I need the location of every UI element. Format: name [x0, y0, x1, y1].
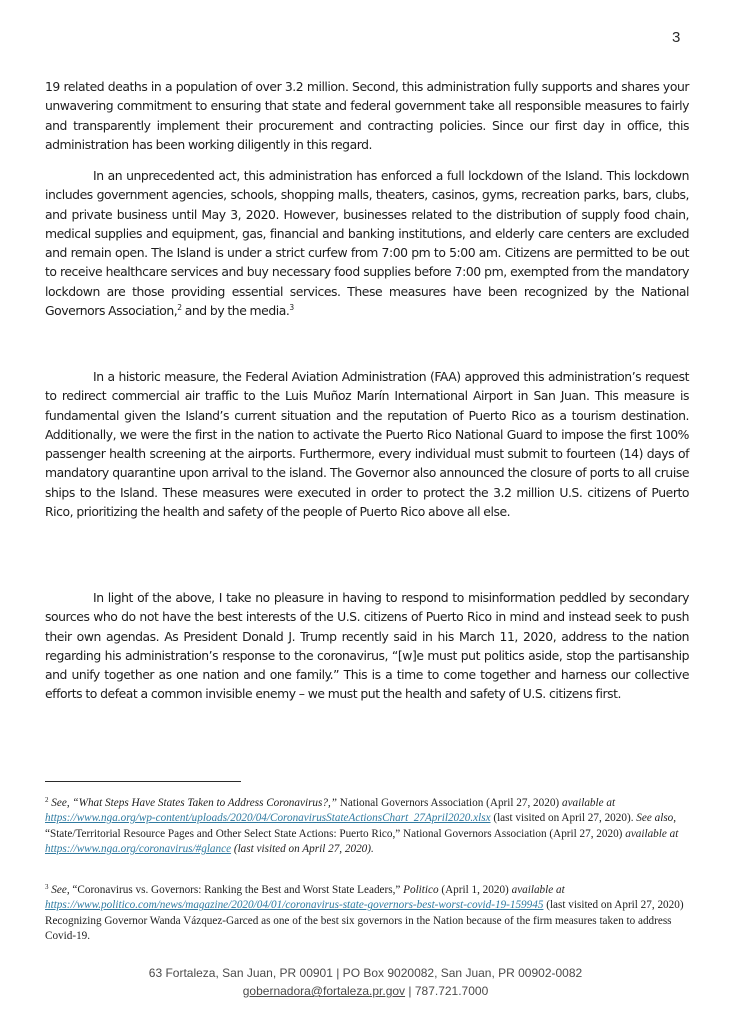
paragraph-text-tail: and by the media. — [181, 303, 290, 319]
footnote-see: See, — [51, 884, 70, 896]
footer-contact — [0, 983, 731, 1000]
paragraph-misinformation — [45, 588, 689, 704]
footnote-link-politico[interactable]: https://www.politico.com/news/magazine/2020/04/01/coronavirus-state-governors-best-worst-covid-19-159945 — [45, 899, 544, 912]
page-number: 3 — [672, 29, 681, 46]
footnote-publication: Politico — [403, 884, 439, 896]
footnote-see-also: See also — [636, 812, 674, 825]
footnote-after-link: (last visited on April 27, 2020). — [490, 812, 637, 825]
footnote-available-at: available at — [511, 884, 565, 896]
footnote-available-at: available at — [561, 797, 616, 809]
footer-separator: | — [405, 984, 415, 998]
paragraph-continuation — [45, 77, 689, 154]
footer-address: 63 Fortaleza, San Juan, PR 00901 | PO Box 9020082, San Juan, PR 00902-0082 — [148, 966, 583, 980]
footnote-available-at-2: available at — [625, 827, 679, 840]
paragraph-text-main: In an unprecedented act, this administration has enforced a full lockdown of the Island. This lockdown includes government agencies, schools, shopping malls, theaters, casinos, gyms, recreation parks, bars, clubs, and private business until May 3, 2020. However, businesses related to the distribution of supply food chain, medical supplies and equipment, gas, financial and banking institutions, and elderly care centers are excluded and remain open. The Island is under a strict curfew from 7:00 pm to 5:00 am. Citizens are permitted to be out to receive healthcare services and buy necessary food supplies before 7:00 pm, exempted from the mandatory lockdown are those providing essential services. These measures have been recognized by the National Governors Association, — [45, 168, 689, 319]
footnote-title: “What Steps Have States Taken to Address Coronavirus?,” — [72, 797, 337, 809]
footnote-second-title: , “State/Territorial Resource Pages and Other Select State Actions: Puerto Rico,” National Governors Association (April 27, 2020) — [45, 812, 677, 840]
footnote-ref-3[interactable]: 3 — [289, 303, 294, 313]
paragraph-lockdown — [45, 166, 689, 320]
paragraph-text: 19 related deaths in a population of over 3.2 million. Second, this administration fully supports and shares your unwavering commitment to ensuring that state and federal government take all responsible measures to fairly and transparently implement their procurement and contracting policies. Since our first day in office, this administration has been working diligently in this regard. — [45, 79, 689, 152]
paragraph-text: In a historic measure, the Federal Aviation Administration (FAA) approved this administration’s request to redirect commercial air traffic to the Luis Muñoz Marín International Airport in San Juan. This measure is fundamental given the Island’s current situation and the reputation of Puerto Rico as a tourism destination. Additionally, we were the first in the nation to activate the Puerto Rico National Guard to impose the first 100% passenger health screening at the airports. Furthermore, every individual must submit to fourteen (14) days of mandatory quarantine upon arrival to the island. The Governor also announced the closure of ports to all cruise ships to the Island. These measures were executed in order to protect the 3.2 million U.S. citizens of Puerto Rico, prioritizing the health and safety of the people of Puerto Rico above all else. — [45, 369, 689, 520]
footnote-3 — [45, 883, 689, 945]
footer-email-link[interactable]: gobernadora@fortaleza.pr.gov — [242, 984, 406, 998]
footer-phone: 787.721.7000 — [414, 984, 489, 998]
paragraph-text: In light of the above, I take no pleasure in having to respond to misinformation peddled by secondary sources who do not have the best interests of the U.S. citizens of Puerto Rico in mind and instead seek to push their own agendas. As President Donald J. Trump recently said in his March 11, 2020, address to the nation regarding his administration’s response to the coronavirus, “[w]e must put politics aside, stop the partisanship and unify together as one nation and one family.” This is a time to come together and harness our collective efforts to defeat a common invisible enemy – we must put the health and safety of U.S. citizens first. — [45, 590, 689, 702]
footnote-title: “Coronavirus vs. Governors: Ranking the Best and Worst State Leaders,” — [69, 884, 404, 896]
paragraph-faa-measure — [45, 367, 689, 521]
footnote-number: 2 — [45, 796, 49, 804]
paragraph-text — [45, 166, 689, 320]
footnote-after-link: (last visited on April 27, 2020) Recognizing Governor Wanda Vázquez-Garced as one of the best six governors in the Nation because of the firm measures taken to address Covid-19. — [45, 899, 684, 943]
footnote-link-nga-coronavirus[interactable]: https://www.nga.org/coronavirus/#glance — [45, 843, 232, 856]
footnote-separator — [45, 781, 241, 782]
footnote-number: 3 — [45, 883, 49, 891]
footnote-2 — [45, 796, 689, 858]
footnote-see: See, — [51, 797, 70, 809]
footnote-link-nga-chart[interactable]: https://www.nga.org/wp-content/uploads/2020/04/CoronavirusStateActionsChart_27April2020.xlsx — [45, 812, 491, 825]
footnote-source: National Governors Association (April 27, 2020) — [337, 797, 562, 809]
footnote-date: (April 1, 2020) — [438, 884, 512, 896]
footnote-ref-2[interactable]: 2 — [177, 303, 182, 313]
footnote-after-link-2: (last visited on April 27, 2020). — [231, 843, 374, 856]
